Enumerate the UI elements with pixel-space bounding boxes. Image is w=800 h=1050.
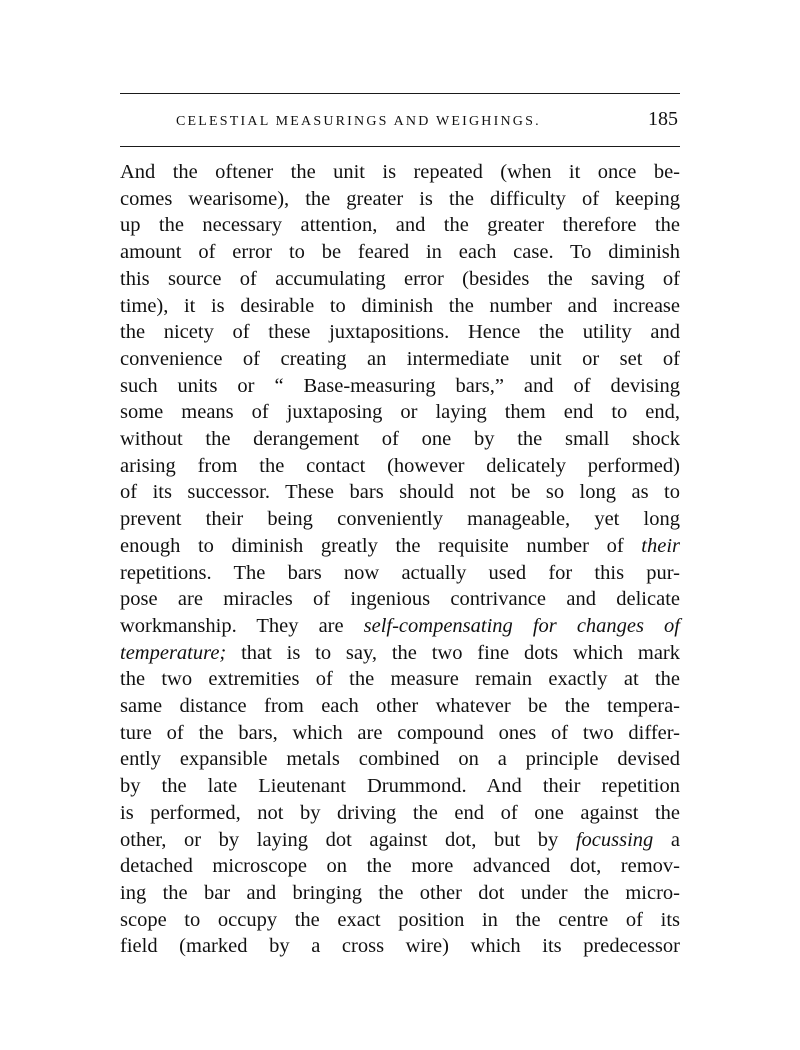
text-line: is performed, not by driving the end of one against the <box>120 801 680 824</box>
text-line: of its successor. These bars should not be so long as to <box>120 481 680 504</box>
text-line: arising from the contact (however delicately performed) <box>120 454 680 477</box>
text-line: And the oftener the unit is repeated (when it once be- <box>120 161 680 183</box>
text-line: ture of the bars, which are compound ones of two differ- <box>120 721 680 744</box>
page-number: 185 <box>648 108 678 130</box>
text-line: such units or “ Base-measuring bars,” and of devising <box>120 374 680 397</box>
text-line: scope to occupy the exact position in the centre of its <box>120 908 680 931</box>
italic-phrase: focussing <box>575 828 654 851</box>
text-line: other, or by laying dot against dot, but by focussing a <box>120 828 680 851</box>
text-line: pose are miracles of ingenious contrivance and delicate <box>120 588 680 611</box>
text-line: prevent their being conveniently manageable, yet long <box>120 508 680 531</box>
running-head <box>176 104 678 134</box>
text-line: some means of juxtaposing or laying them end to end, <box>120 401 680 424</box>
text-line: without the derangement of one by the small shock <box>120 428 680 451</box>
text-line: repetitions. The bars now actually used for this pur- <box>120 561 680 584</box>
text-line: by the late Lieutenant Drummond. And their repetition <box>120 775 680 798</box>
text-line: convenience of creating an intermediate unit or set of <box>120 347 680 370</box>
text-line: comes wearisome), the greater is the difficulty of keeping <box>120 187 680 210</box>
running-title: CELESTIAL MEASURINGS AND WEIGHINGS. <box>176 114 541 129</box>
text-line: same distance from each other whatever be the tempera- <box>120 695 680 718</box>
header-rule-bottom <box>120 146 680 147</box>
text-line: time), it is desirable to diminish the number and increase <box>120 294 680 317</box>
text-line: up the necessary attention, and the greater therefore the <box>120 214 680 237</box>
text-line: detached microscope on the more advanced dot, remov- <box>120 855 680 878</box>
italic-phrase: their <box>641 534 680 557</box>
header-rule-top <box>120 93 680 94</box>
italic-phrase: temperature; <box>120 641 227 664</box>
text-line: ently expansible metals combined on a principle devised <box>120 748 680 771</box>
text-line: ing the bar and bringing the other dot under the micro- <box>120 881 680 904</box>
italic-phrase: self-compensating for changes of <box>363 614 680 637</box>
text-line: this source of accumulating error (besides the saving of <box>120 267 680 290</box>
text-line: the two extremities of the measure remain exactly at the <box>120 668 680 691</box>
body-text <box>120 159 680 960</box>
text-line: temperature; that is to say, the two fine dots which mark <box>120 641 680 664</box>
text-line: workmanship. They are self-compensating for changes of <box>120 614 680 637</box>
text-line: the nicety of these juxtapositions. Hence the utility and <box>120 321 680 344</box>
text-line: field (marked by a cross wire) which its predecessor <box>120 935 680 958</box>
text-line: amount of error to be feared in each case. To diminish <box>120 241 680 264</box>
text-line: enough to diminish greatly the requisite number of their <box>120 534 680 557</box>
